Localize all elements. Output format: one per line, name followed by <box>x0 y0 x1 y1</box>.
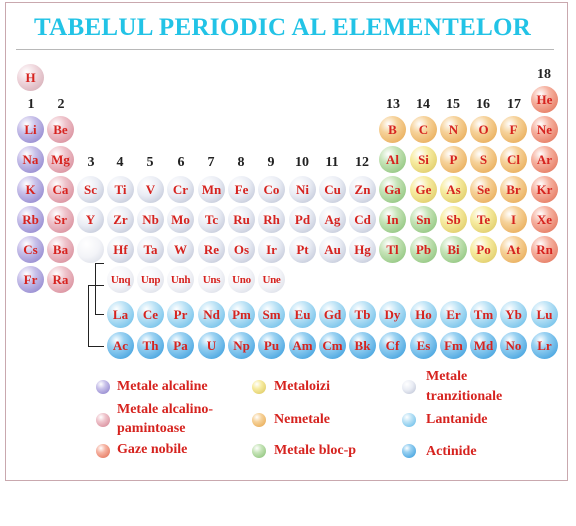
group-number-13: 13 <box>386 97 400 112</box>
element-sc: Sc <box>77 176 104 203</box>
group-number-15: 15 <box>446 97 460 112</box>
element-ta: Ta <box>137 236 164 263</box>
element-mg: Mg <box>47 146 74 173</box>
group-number-1: 1 <box>27 97 35 112</box>
legend-label-noble-gases: Gaze nobile <box>117 442 188 457</box>
element-li: Li <box>17 116 44 143</box>
group-number-2: 2 <box>57 97 65 112</box>
element-zr: Zr <box>107 206 134 233</box>
legend-swatch-metalloids <box>252 380 266 394</box>
element-es: Es <box>410 332 437 359</box>
element-c: C <box>410 116 437 143</box>
element-cu: Cu <box>319 176 346 203</box>
element-gd: Gd <box>319 301 346 328</box>
group-number-14: 14 <box>416 97 430 112</box>
element-f: F <box>500 116 527 143</box>
lanthanide-placeholder <box>77 236 104 263</box>
legend-label-alkali: Metale alcaline <box>117 379 208 394</box>
element-eu: Eu <box>289 301 316 328</box>
element-pm: Pm <box>228 301 255 328</box>
element-cm: Cm <box>319 332 346 359</box>
element-ba: Ba <box>47 236 74 263</box>
group-number-4: 4 <box>116 155 124 170</box>
legend-label-alkaline-earth-1: Metale alcalino- <box>117 402 214 417</box>
element-cd: Cd <box>349 206 376 233</box>
element-p: P <box>440 146 467 173</box>
group-number-16: 16 <box>476 97 490 112</box>
element-mo: Mo <box>167 206 194 233</box>
element-ne: Ne <box>531 116 558 143</box>
element-at: At <box>500 236 527 263</box>
element-b: B <box>379 116 406 143</box>
element-na: Na <box>17 146 44 173</box>
element-yb: Yb <box>500 301 527 328</box>
element-ar: Ar <box>531 146 558 173</box>
title-divider <box>16 49 554 50</box>
legend-label-transition-1: Metale <box>426 369 468 384</box>
element-si: Si <box>410 146 437 173</box>
element-ag: Ag <box>319 206 346 233</box>
element-kr: Kr <box>531 176 558 203</box>
group-number-10: 10 <box>295 155 309 170</box>
element-dy: Dy <box>379 301 406 328</box>
element-pu: Pu <box>258 332 285 359</box>
element-hf: Hf <box>107 236 134 263</box>
element-he: He <box>531 86 558 113</box>
group-number-8: 8 <box>237 155 245 170</box>
element-uno: Uno <box>228 266 255 293</box>
element-pd: Pd <box>289 206 316 233</box>
element-cs: Cs <box>17 236 44 263</box>
element-cl: Cl <box>500 146 527 173</box>
element-tb: Tb <box>349 301 376 328</box>
page-title: TABELUL PERIODIC AL ELEMENTELOR <box>34 14 532 41</box>
legend-label-p-block: Metale bloc-p <box>274 443 357 458</box>
element-tc: Tc <box>198 206 225 233</box>
element-hg: Hg <box>349 236 376 263</box>
element-ga: Ga <box>379 176 406 203</box>
element-rh: Rh <box>258 206 285 233</box>
element-te: Te <box>470 206 497 233</box>
element-br: Br <box>500 176 527 203</box>
element-lr: Lr <box>531 332 558 359</box>
element-no: No <box>500 332 527 359</box>
legend-swatch-p-block <box>252 444 266 458</box>
legend-label-metalloids: Metaloizi <box>274 379 330 394</box>
element-fe: Fe <box>228 176 255 203</box>
element-ir: Ir <box>258 236 285 263</box>
legend-label-actinides: Actinide <box>426 444 477 459</box>
element-be: Be <box>47 116 74 143</box>
group-number-5: 5 <box>146 155 154 170</box>
element-bi: Bi <box>440 236 467 263</box>
element-am: Am <box>289 332 316 359</box>
element-pa: Pa <box>167 332 194 359</box>
element-md: Md <box>470 332 497 359</box>
element-ho: Ho <box>410 301 437 328</box>
element-la: La <box>107 301 134 328</box>
element-ac: Ac <box>107 332 134 359</box>
legend-swatch-alkaline-earth <box>96 413 110 427</box>
element-lu: Lu <box>531 301 558 328</box>
actinide-bracket <box>88 285 104 347</box>
element-ge: Ge <box>410 176 437 203</box>
legend-swatch-alkali <box>96 380 110 394</box>
element-sm: Sm <box>258 301 285 328</box>
legend-swatch-transition <box>402 380 416 394</box>
group-number-17: 17 <box>507 97 521 112</box>
element-unq: Unq <box>107 266 134 293</box>
legend-label-lanthanides: Lantanide <box>426 412 488 427</box>
element-v: V <box>137 176 164 203</box>
element-cr: Cr <box>167 176 194 203</box>
element-np: Np <box>228 332 255 359</box>
element-fm: Fm <box>440 332 467 359</box>
element-co: Co <box>258 176 285 203</box>
element-zn: Zn <box>349 176 376 203</box>
element-ra: Ra <box>47 266 74 293</box>
element-bk: Bk <box>349 332 376 359</box>
element-sb: Sb <box>440 206 467 233</box>
element-au: Au <box>319 236 346 263</box>
element-s: S <box>470 146 497 173</box>
element-rn: Rn <box>531 236 558 263</box>
legend-swatch-actinides <box>402 444 416 458</box>
element-h: H <box>17 64 44 91</box>
element-tm: Tm <box>470 301 497 328</box>
legend-label-transition-2: tranzitionale <box>426 389 503 404</box>
element-nb: Nb <box>137 206 164 233</box>
element-unp: Unp <box>137 266 164 293</box>
element-ru: Ru <box>228 206 255 233</box>
element-u: U <box>198 332 225 359</box>
legend-swatch-nonmetals <box>252 413 266 427</box>
legend-label-nonmetals: Nemetale <box>274 412 330 427</box>
element-as: As <box>440 176 467 203</box>
element-al: Al <box>379 146 406 173</box>
legend-swatch-lanthanides <box>402 413 416 427</box>
element-po: Po <box>470 236 497 263</box>
legend-label-alkaline-earth-2: pamintoase <box>117 421 186 436</box>
element-re: Re <box>198 236 225 263</box>
element-n: N <box>440 116 467 143</box>
element-fr: Fr <box>17 266 44 293</box>
element-i: I <box>500 206 527 233</box>
element-nd: Nd <box>198 301 225 328</box>
element-ca: Ca <box>47 176 74 203</box>
element-sr: Sr <box>47 206 74 233</box>
group-number-18: 18 <box>537 67 551 82</box>
group-number-12: 12 <box>355 155 369 170</box>
element-rb: Rb <box>17 206 44 233</box>
group-number-3: 3 <box>87 155 95 170</box>
element-tl: Tl <box>379 236 406 263</box>
element-ce: Ce <box>137 301 164 328</box>
element-xe: Xe <box>531 206 558 233</box>
element-pt: Pt <box>289 236 316 263</box>
element-os: Os <box>228 236 255 263</box>
group-number-7: 7 <box>207 155 215 170</box>
element-ti: Ti <box>107 176 134 203</box>
legend-swatch-noble-gases <box>96 444 110 458</box>
element-unh: Unh <box>167 266 194 293</box>
group-number-6: 6 <box>177 155 185 170</box>
element-y: Y <box>77 206 104 233</box>
element-k: K <box>17 176 44 203</box>
element-mn: Mn <box>198 176 225 203</box>
element-sn: Sn <box>410 206 437 233</box>
element-ni: Ni <box>289 176 316 203</box>
element-uns: Uns <box>198 266 225 293</box>
element-pb: Pb <box>410 236 437 263</box>
element-pr: Pr <box>167 301 194 328</box>
element-o: O <box>470 116 497 143</box>
element-w: W <box>167 236 194 263</box>
element-se: Se <box>470 176 497 203</box>
element-cf: Cf <box>379 332 406 359</box>
element-th: Th <box>137 332 164 359</box>
element-une: Une <box>258 266 285 293</box>
group-number-11: 11 <box>325 155 339 170</box>
element-er: Er <box>440 301 467 328</box>
element-in: In <box>379 206 406 233</box>
group-number-9: 9 <box>267 155 275 170</box>
